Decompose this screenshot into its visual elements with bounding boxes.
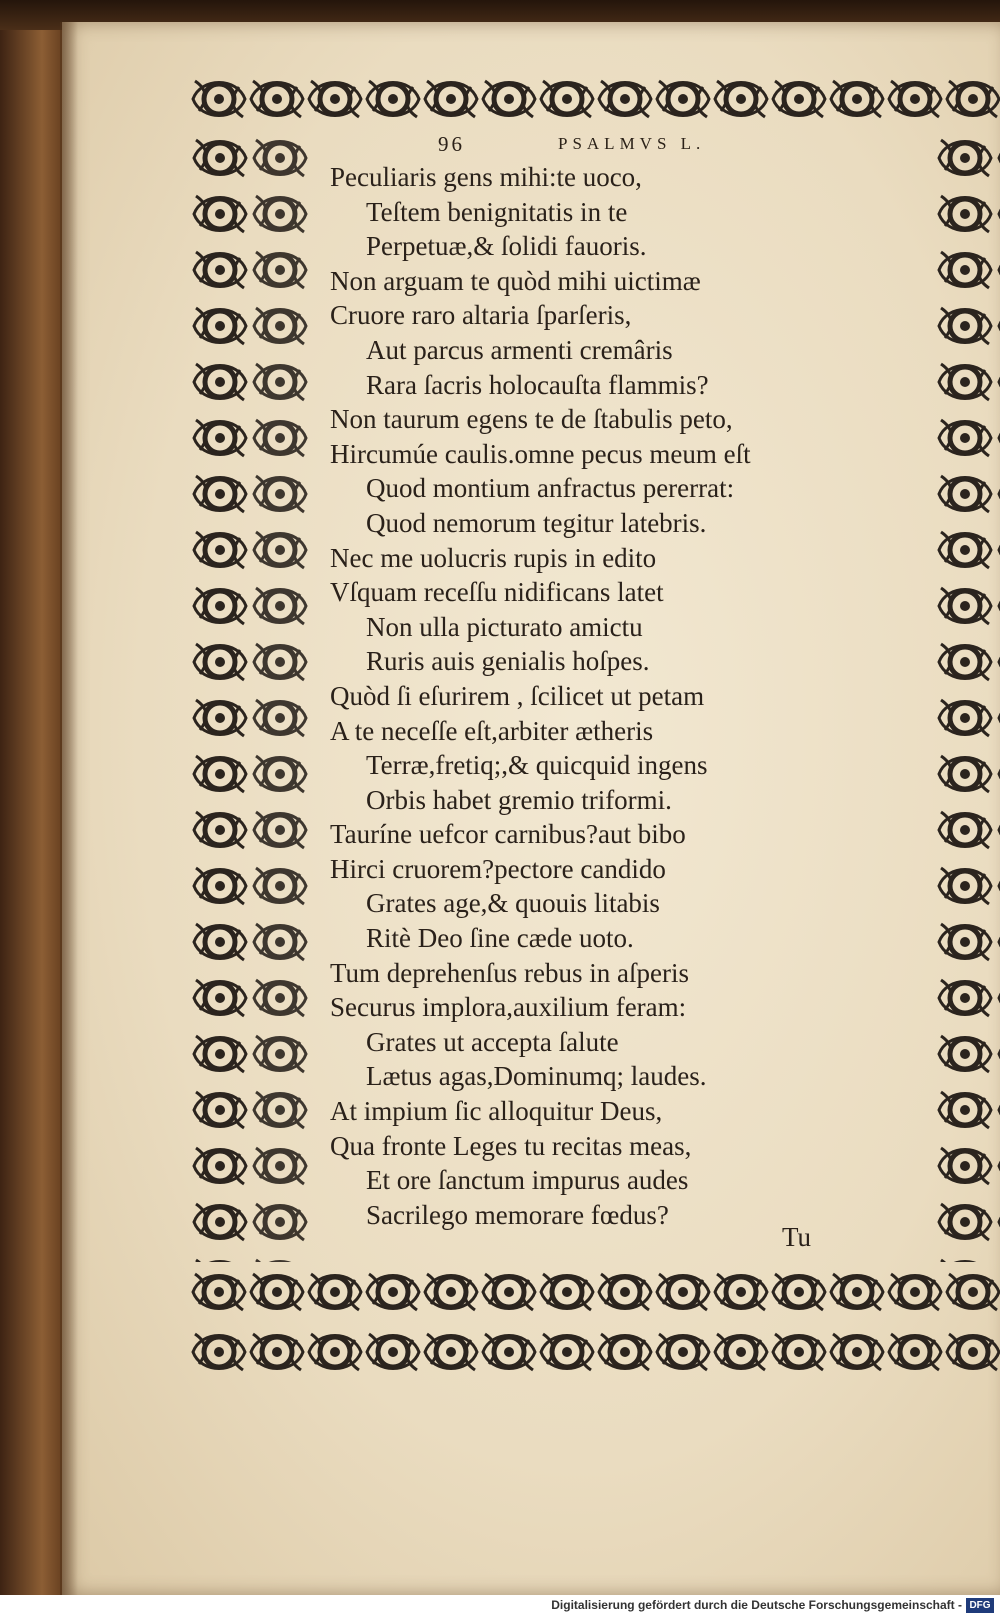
border-bottom — [190, 1262, 1000, 1382]
verse-line: Teſtem benignitatis in te — [366, 196, 628, 227]
verse-line: Peculiaris gens mihi:te uoco, — [330, 162, 642, 192]
verse-line: Cruore raro altaria ſparſeris, — [330, 300, 632, 331]
verse-line: Quod nemorum tegitur latebris. — [366, 507, 707, 538]
verse-line: Orbis habet gremio triformi. — [366, 784, 672, 815]
verse-line: Tauríne uefcor carnibus?aut bibo — [330, 819, 686, 850]
verse-line: Non taurum egens te de ſtabulis peto, — [330, 404, 733, 435]
verse-line: Vſquam receſſu nidificans latet — [330, 577, 664, 608]
verse-line: Hircumúe caulis.omne pecus meum eſt — [330, 438, 751, 469]
verse-line: Perpetuæ,& ſolidi fauoris. — [366, 231, 647, 262]
footer-bar — [0, 1595, 1000, 1617]
verse-line: Ruris auis genialis hoſpes. — [366, 646, 650, 677]
verse-line: Qua fronte Leges tu recitas meas, — [330, 1130, 692, 1161]
verse-line: Terræ,fretiq;,& quicquid ingens — [366, 750, 708, 781]
border-left-outer — [190, 130, 250, 1262]
verse-line: Nec me uolucris rupis in edito — [330, 542, 657, 573]
verse-line: At impium ſic alloquitur Deus, — [330, 1096, 663, 1127]
dfg-logo: DFG — [966, 1598, 994, 1613]
digitization-credit: Digitalisierung gefördert durch die Deutsche Forschungsgemeinschaft - — [551, 1598, 962, 1612]
border-right — [935, 130, 1000, 1262]
verse-line: Quod montium anfractus pererrat: — [366, 473, 735, 504]
verse-text — [330, 160, 850, 1232]
verse-line: Quòd ſi eſurirem , ſcilicet ut petam — [330, 680, 705, 711]
verse-line: Aut parcus armenti cremâris — [366, 334, 673, 365]
verse-line: Et ore ſanctum impurus audes — [366, 1165, 689, 1196]
border-left-inner — [250, 130, 308, 1262]
verse-line: Ritè Deo ſine cæde uoto. — [366, 923, 634, 954]
verse-line: Non arguam te quòd mihi uictimæ — [330, 265, 701, 296]
page-number: 96 — [438, 132, 465, 156]
verse-line: Lætus agas,Dominumq; laudes. — [366, 1061, 707, 1092]
verse-line: Securus implora,auxilium feram: — [330, 992, 687, 1023]
verse-line: Tum deprehenſus rebus in aſperis — [330, 957, 689, 988]
verse-line: Sacrilego memorare fœdus? — [366, 1199, 669, 1230]
catchword: Tu — [782, 1222, 812, 1252]
verse-line: Non ulla picturato amictu — [366, 611, 643, 642]
verse-line: Hirci cruorem?pectore candido — [330, 853, 666, 884]
verse-line: Rara ſacris holocauſta flammis? — [366, 369, 709, 400]
verse-line: A te neceſſe eſt,arbiter ætheris — [330, 715, 654, 746]
verse-line: Grates age,& quouis litabis — [366, 888, 660, 919]
verse-line: Grates ut accepta ſalute — [366, 1026, 619, 1057]
border-top — [190, 68, 1000, 130]
page-header — [420, 132, 760, 162]
running-title: PSALMVS L. — [558, 134, 706, 153]
